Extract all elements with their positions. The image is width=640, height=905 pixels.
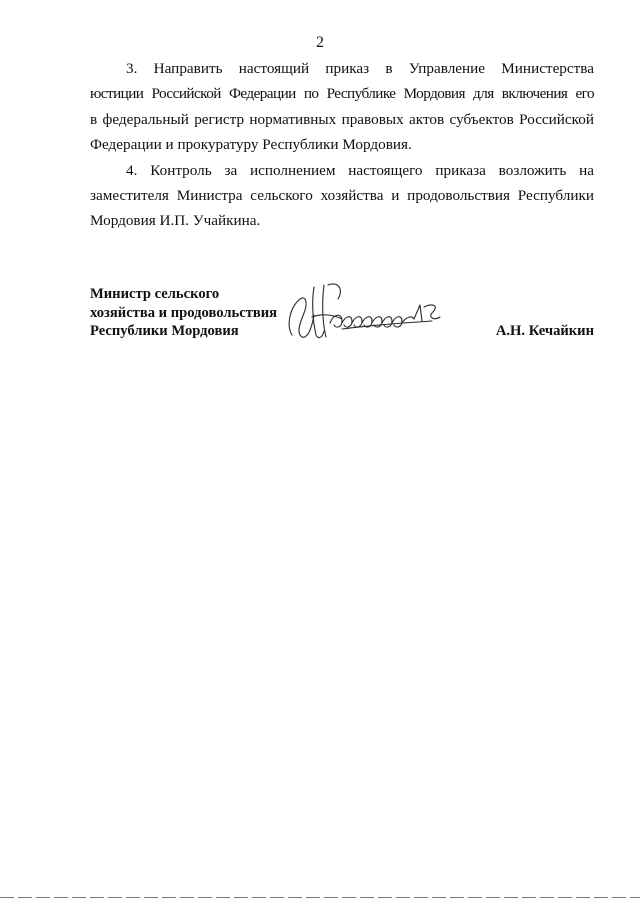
handwritten-signature <box>282 277 452 349</box>
paragraph-line: заместителя Министра сельского хозяйства и продовольствия Республики <box>90 187 594 205</box>
signatory-title-line: Республики Мордовия <box>90 323 239 339</box>
signatory-name: А.Н. Кечайкин <box>495 323 594 339</box>
paragraph-4 <box>90 158 594 234</box>
document-body <box>90 56 594 234</box>
page-footer-rule <box>0 897 640 898</box>
paragraph-line: 4. Контроль за исполнением настоящего приказа возложить на <box>126 161 594 179</box>
paragraph-line: Мордовия И.П. Учайкина. <box>90 212 261 230</box>
paragraph-line: 3. Направить настоящий приказ в Управление Министерства <box>126 60 594 77</box>
signature-block <box>90 285 594 355</box>
paragraph-line: Федерации и прокуратуру Республики Мордовия. <box>90 136 412 154</box>
signatory-title <box>90 285 277 341</box>
paragraph-line: юстиции Российской Федерации по Республике Мордовия для включения его <box>90 85 594 103</box>
paragraph-line: в федеральный регистр нормативных правовых актов субъектов Российской <box>90 110 594 128</box>
signatory-title-line: хозяйства и продовольствия <box>90 304 278 321</box>
page-number: 2 <box>316 34 324 51</box>
paragraph-3 <box>90 56 594 158</box>
signatory-title-line: Министр сельского <box>90 286 220 302</box>
